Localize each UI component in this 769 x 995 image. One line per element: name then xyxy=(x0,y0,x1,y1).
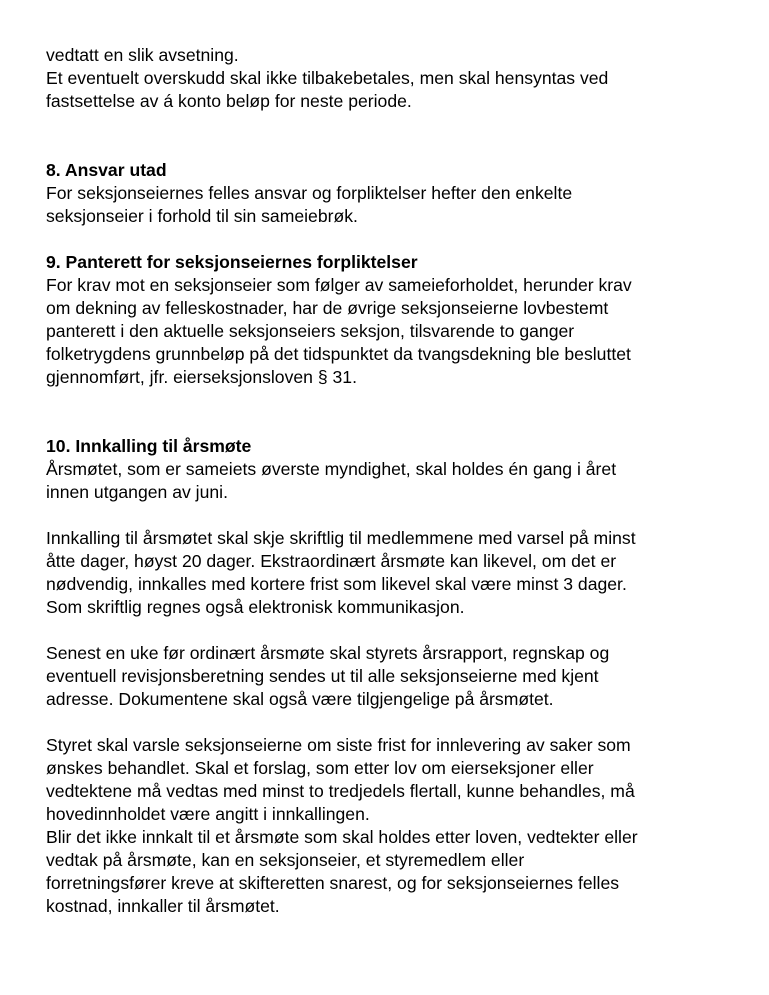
spacer xyxy=(46,389,746,435)
paragraph xyxy=(46,734,746,918)
text-line: gjennomført, jfr. eierseksjonsloven § 31. xyxy=(46,367,357,387)
section-8 xyxy=(46,159,746,228)
text-line: Et eventuelt overskudd skal ikke tilbakebetales, men skal hensyntas ved xyxy=(46,68,609,88)
section-9 xyxy=(46,251,746,389)
spacer xyxy=(46,711,746,734)
paragraph xyxy=(46,642,746,711)
spacer xyxy=(46,504,746,527)
text-line: Blir det ikke innkalt til et årsmøte som skal holdes etter loven, vedtekter eller xyxy=(46,827,638,847)
text-line: folketrygdens grunnbeløp på det tidspunktet da tvangsdekning ble besluttet xyxy=(46,344,631,364)
text-line: adresse. Dokumentene skal også være tilgjengelige på årsmøtet. xyxy=(46,689,554,709)
text-line: vedtektene må vedtas med minst to tredjedels flertall, kunne behandles, må xyxy=(46,781,635,801)
section-7-tail xyxy=(46,44,746,113)
text-line: nødvendig, innkalles med kortere frist som likevel skal være minst 3 dager. xyxy=(46,574,627,594)
text-line: fastsettelse av á konto beløp for neste periode. xyxy=(46,91,412,111)
text-line: Årsmøtet, som er sameiets øverste myndighet, skal holdes én gang i året xyxy=(46,459,617,479)
section-8-heading: 8. Ansvar utad xyxy=(46,160,167,180)
text-line: åtte dager, høyst 20 dager. Ekstraordinært årsmøte kan likevel, om det er xyxy=(46,551,617,571)
text-line: hovedinnholdet være angitt i innkallingen. xyxy=(46,804,370,824)
text-line: For seksjonseiernes felles ansvar og forpliktelser hefter den enkelte xyxy=(46,183,573,203)
text-line: kostnad, innkaller til årsmøtet. xyxy=(46,896,280,916)
text-line: Styret skal varsle seksjonseierne om siste frist for innlevering av saker som xyxy=(46,735,631,755)
spacer xyxy=(46,228,746,251)
text-line: ønskes behandlet. Skal et forslag, som etter lov om eierseksjoner eller xyxy=(46,758,594,778)
text-line: Senest en uke før ordinært årsmøte skal styrets årsrapport, regnskap og xyxy=(46,643,610,663)
text-line: seksjonseier i forhold til sin sameiebrøk. xyxy=(46,206,358,226)
paragraph xyxy=(46,527,746,619)
section-10 xyxy=(46,435,746,918)
spacer xyxy=(46,619,746,642)
text-line: innen utgangen av juni. xyxy=(46,482,228,502)
section-9-heading: 9. Panterett for seksjonseiernes forpliktelser xyxy=(46,252,418,272)
text-line: For krav mot en seksjonseier som følger av sameieforholdet, herunder krav xyxy=(46,275,632,295)
text-line: vedtak på årsmøte, kan en seksjonseier, et styremedlem eller xyxy=(46,850,525,870)
paragraph xyxy=(46,458,746,504)
text-line: om dekning av felleskostnader, har de øvrige seksjonseierne lovbestemt xyxy=(46,298,609,318)
spacer xyxy=(46,113,746,159)
text-line: forretningsfører kreve at skifteretten snarest, og for seksjonseiernes felles xyxy=(46,873,620,893)
text-line: Som skriftlig regnes også elektronisk kommunikasjon. xyxy=(46,597,465,617)
text-line: eventuell revisjonsberetning sendes ut til alle seksjonseierne med kjent xyxy=(46,666,599,686)
text-line: vedtatt en slik avsetning. xyxy=(46,45,239,65)
text-line: Innkalling til årsmøtet skal skje skriftlig til medlemmene med varsel på minst xyxy=(46,528,636,548)
text-line: panterett i den aktuelle seksjonseiers seksjon, tilsvarende to ganger xyxy=(46,321,575,341)
section-10-heading: 10. Innkalling til årsmøte xyxy=(46,436,252,456)
document-page xyxy=(46,44,746,918)
